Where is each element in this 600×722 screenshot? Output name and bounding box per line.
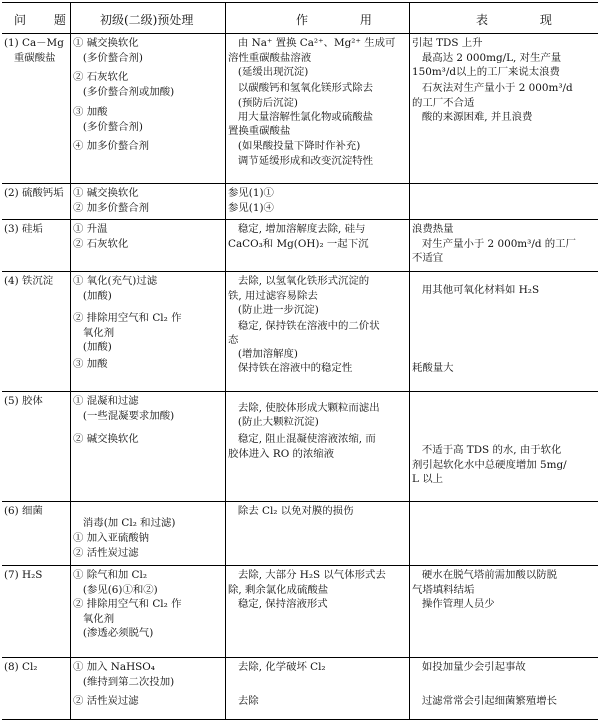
- problem-cell: [4, 219, 70, 271]
- pretreatment-cell: [73, 183, 225, 219]
- manifestation-line: L 以上: [412, 473, 443, 486]
- pretreatment-cell: [73, 657, 225, 719]
- effect-line: 置换重碳酸盐: [228, 125, 291, 138]
- table-row: [2, 271, 598, 392]
- manifestation-cell: [412, 33, 597, 183]
- manifestation-line: 150m³/d以上的工厂来说太浪费: [412, 66, 560, 79]
- pretreatment-line: (多价螯合剂): [73, 120, 143, 133]
- pretreatment-line: ① 碱交换软化: [73, 37, 139, 49]
- manifestation-line: 用其他可氧化材料如 H₂S: [412, 283, 540, 296]
- effect-line: 胶体进入 RO 的浓缩液: [228, 447, 335, 460]
- header-effect: 作 用: [296, 13, 396, 27]
- pretreatment-line: ② 石灰软化: [73, 71, 129, 84]
- pretreatment-line: (一些混凝要求加酸): [73, 409, 175, 422]
- effect-cell: [228, 183, 409, 219]
- effect-cell: [228, 657, 409, 719]
- table-row: [2, 33, 598, 184]
- effect-line: (防止大颗粒沉淀): [228, 416, 319, 429]
- effect-line: 溶性重碳酸盐溶液: [228, 51, 312, 64]
- problem-text: (3) 硅垢: [4, 223, 43, 235]
- manifestation-cell: [412, 271, 597, 391]
- manifestation-line: 过滤常常会引起细菌繁殖增长: [412, 694, 557, 707]
- effect-line: 去除, 以氢氧化铁形式沉淀的: [228, 275, 370, 287]
- problem-cell: [4, 565, 70, 657]
- manifestation-line: 操作管理人员少: [412, 598, 495, 611]
- pretreatment-cell: [73, 565, 225, 657]
- effect-line: 铁, 用过滤容易除去: [228, 289, 318, 302]
- header-manifestation: 表 现: [476, 13, 576, 27]
- manifestation-line: 浪费热量: [412, 223, 454, 235]
- manifestation-line: 不适宜: [412, 252, 444, 265]
- pretreatment-line: (加酸): [73, 341, 112, 354]
- effect-cell: [228, 391, 409, 501]
- problem-text: (1) Ca－Mg: [4, 37, 64, 49]
- effect-line: 稳定, 增加溶解度去除, 硅与: [228, 223, 366, 235]
- effect-line: (延缓出现沉淀): [228, 66, 309, 79]
- pretreatment-line: (渗透必须脱气): [73, 627, 154, 640]
- problem-cell: [4, 657, 70, 719]
- table-row: [2, 657, 598, 719]
- pretreatment-line: 氧化剂: [73, 612, 115, 625]
- manifestation-cell: [412, 565, 597, 657]
- effect-line: 去除: [228, 694, 259, 707]
- pretreatment-cell: [73, 33, 225, 183]
- effect-line: (预防后沉淀): [228, 96, 298, 109]
- effect-line: (增加溶解度): [228, 348, 298, 360]
- manifestation-cell: [412, 219, 597, 271]
- problem-text: (8) Cl₂: [4, 661, 38, 673]
- pretreatment-line: ① 升温: [73, 223, 108, 235]
- pretreatment-line: ③ 加酸: [73, 358, 108, 371]
- effect-line: 态: [228, 334, 239, 347]
- effect-line: 去除, 化学破坏 Cl₂: [228, 661, 326, 673]
- manifestation-line: 的工厂不合适: [412, 96, 475, 109]
- pretreatment-line: ① 加入亚硫酸钠: [73, 532, 150, 544]
- effect-line: 稳定, 保持溶液形式: [228, 598, 328, 611]
- manifestation-cell: [412, 501, 597, 565]
- table-row: [2, 501, 598, 566]
- manifestation-cell: [412, 657, 597, 719]
- manifestation-line: 耗酸量大: [412, 361, 454, 374]
- pretreatment-line: ② 石灰软化: [73, 237, 129, 250]
- pretreatment-line: ④ 加多价螯合剂: [73, 139, 150, 152]
- pretreatment-line: ② 排除用空气和 Cl₂ 作: [73, 312, 182, 325]
- manifestation-line: 硬水在脱气塔前需加酸以防脱: [412, 569, 557, 581]
- pretreatment-line: ① 氧化(充气)过滤: [73, 275, 158, 287]
- manifestation-line: 酸的来源困难, 并且浪费: [412, 110, 533, 123]
- effect-line: 去除, 使胶体形成大颗粒而滤出: [228, 401, 380, 414]
- pretreatment-line: (维持到第二次投加): [73, 675, 175, 688]
- pretreatment-line: ② 活性炭过滤: [73, 694, 139, 707]
- effect-cell: [228, 565, 409, 657]
- table-row: [2, 391, 598, 502]
- effect-line: 去除, 大部分 H₂S 以气体形式去: [228, 569, 386, 581]
- pretreatment-line: 氧化剂: [73, 326, 115, 339]
- pretreatment-line: ② 排除用空气和 Cl₂ 作: [73, 598, 182, 611]
- table-row: [2, 565, 598, 658]
- pretreatment-line: ① 碱交换软化: [73, 187, 139, 199]
- manifestation-line: 剂引起软化水中总硬度增加 5mg/: [412, 458, 567, 471]
- pretreatment-line: ② 碱交换软化: [73, 432, 139, 445]
- effect-line: 参见(1)④: [228, 201, 274, 214]
- manifestation-cell: [412, 391, 597, 501]
- problem-text: (6) 细菌: [4, 505, 43, 517]
- pretreatment-line: ② 加多价螯合剂: [73, 201, 150, 214]
- pretreatment-line: ③ 加酸: [73, 106, 108, 119]
- manifestation-line: 不适于高 TDS 的水, 由于软化: [412, 443, 562, 456]
- pretreatment-table: [2, 2, 598, 720]
- effect-line: 参见(1)①: [228, 187, 274, 199]
- manifestation-cell: [412, 183, 597, 219]
- effect-cell: [228, 271, 409, 391]
- problem-text: (7) H₂S: [4, 569, 43, 581]
- pretreatment-line: (加酸): [73, 289, 112, 302]
- pretreatment-cell: [73, 271, 225, 391]
- pretreatment-line: (参见(6)①和②): [73, 583, 158, 596]
- problem-cell: [4, 391, 70, 501]
- pretreatment-cell: [73, 501, 225, 565]
- problem-text: 重碳酸盐: [4, 51, 56, 64]
- effect-line: 由 Na⁺ 置换 Ca²⁺、Mg²⁺ 生成可: [228, 37, 396, 49]
- problem-text: (2) 硫酸钙垢: [4, 187, 64, 199]
- header-pretreatment: 初级(二级)预处理: [100, 13, 194, 27]
- effect-line: 调节延缓形成和改变沉淀特性: [228, 154, 373, 167]
- table-header: [2, 3, 598, 34]
- manifestation-line: 最高达 2 000mg/L, 对生产量: [412, 51, 562, 64]
- manifestation-line: 引起 TDS 上升: [412, 37, 483, 49]
- pretreatment-cell: [73, 219, 225, 271]
- problem-cell: [4, 183, 70, 219]
- effect-line: CaCO₃和 Mg(OH)₂ 一起下沉: [228, 237, 369, 250]
- pretreatment-line: (多价螯合剂或加酸): [73, 85, 175, 98]
- problem-cell: [4, 271, 70, 391]
- pretreatment-line: ① 除气和加 Cl₂: [73, 569, 147, 581]
- effect-line: 保持铁在溶液中的稳定性: [228, 361, 353, 374]
- pretreatment-line: (多价螯合剂): [73, 51, 143, 64]
- table-row: [2, 183, 598, 220]
- effect-line: (防止进一步沉淀): [228, 304, 319, 317]
- manifestation-line: 气塔填料结垢: [412, 583, 475, 596]
- problem-text: (5) 胶体: [4, 395, 43, 407]
- effect-line: 除去 Cl₂ 以免对膜的损伤: [228, 505, 354, 517]
- effect-line: 稳定, 保持铁在溶液中的二价状: [228, 319, 380, 332]
- effect-line: 除, 剩余氯化成硫酸盐: [228, 583, 329, 596]
- problem-text: (4) 铁沉淀: [4, 275, 54, 287]
- pretreatment-line: ② 活性炭过滤: [73, 546, 139, 559]
- effect-line: 用大量溶解性氯化物或硫酸盐: [228, 110, 373, 123]
- manifestation-line: 如投加量少会引起事故: [412, 661, 526, 673]
- table-row: [2, 219, 598, 272]
- manifestation-line: 石灰法对生产量小于 2 000m³/d: [412, 82, 573, 95]
- effect-cell: [228, 501, 409, 565]
- manifestation-line: 对生产量小于 2 000m³/d 的工厂: [412, 237, 576, 250]
- problem-cell: [4, 501, 70, 565]
- effect-line: (如果酸投量下降时作补充): [228, 139, 361, 152]
- effect-line: 稳定, 阻止混凝使溶液浓缩, 而: [228, 432, 376, 445]
- effect-cell: [228, 219, 409, 271]
- pretreatment-line: 消毒(加 Cl₂ 和过滤): [73, 517, 176, 530]
- pretreatment-cell: [73, 391, 225, 501]
- effect-cell: [228, 33, 409, 183]
- pretreatment-line: ① 混凝和过滤: [73, 395, 139, 407]
- problem-cell: [4, 33, 70, 183]
- effect-line: 以碳酸钙和氢氧化镁形式除去: [228, 82, 373, 95]
- header-problem: 问 题: [14, 13, 78, 27]
- pretreatment-line: ① 加入 NaHSO₄: [73, 661, 155, 673]
